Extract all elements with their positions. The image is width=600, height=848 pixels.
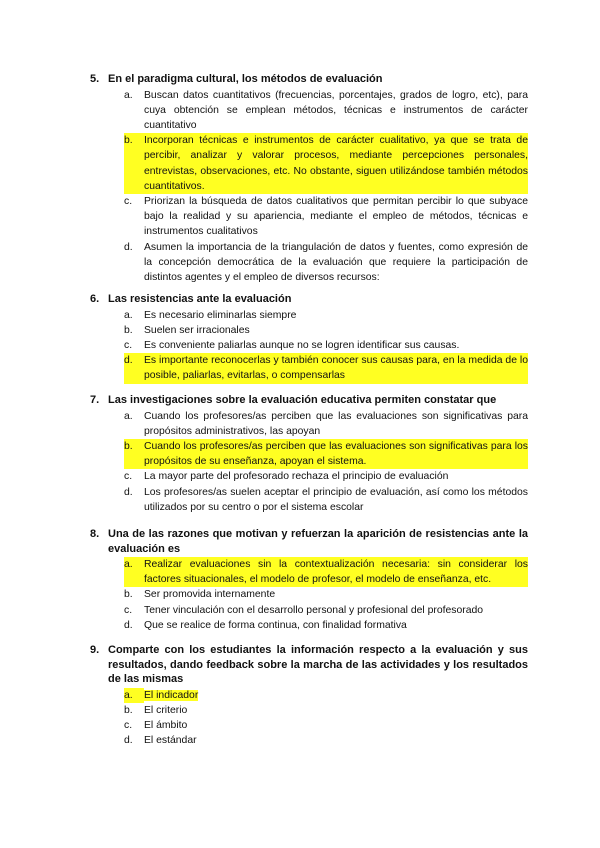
option-c	[124, 338, 528, 353]
option-a	[124, 308, 528, 323]
question-text: Una de las razones que motivan y refuerzan la aparición de resistencias ante la evaluación es	[108, 528, 528, 555]
option-d	[124, 733, 528, 748]
question-text: Las investigaciones sobre la evaluación educativa permiten constatar que	[108, 394, 497, 406]
option-text: Incorporan técnicas e instrumentos de carácter cualitativo, ya que se trata de percibir, analizar y valorar procesos, mediante percepciones personales, entrevistas, observaciones, etc. No obstante, siguen utilizándose también métodos cuantitativos.	[144, 133, 528, 194]
option-c	[124, 194, 528, 240]
question-text: Las resistencias ante la evaluación	[108, 293, 292, 305]
option-letter: c.	[124, 604, 133, 616]
option-text: El ámbito	[144, 719, 188, 731]
option-list	[124, 688, 528, 749]
option-d	[124, 618, 528, 633]
option-list	[124, 308, 528, 384]
question-number: 8.	[90, 528, 100, 540]
option-letter: c.	[124, 471, 133, 483]
option-text: Es necesario eliminarlas siempre	[144, 309, 297, 321]
question-6	[90, 292, 528, 384]
option-c	[124, 469, 528, 484]
option-b-highlighted	[124, 439, 528, 469]
question-title	[90, 643, 528, 687]
option-d-highlighted	[124, 353, 528, 383]
option-b	[124, 587, 528, 602]
option-text: Cuando los profesores/as perciben que las evaluaciones son significativas para los propósitos de su enseñanza, apoyan el sistema.	[144, 439, 528, 469]
option-list	[124, 409, 528, 515]
option-list	[124, 88, 528, 286]
option-text: Los profesores/as suelen aceptar el principio de evaluación, así como los métodos utilizados por su centro o por el sistema escolar	[144, 486, 528, 513]
question-title	[90, 527, 528, 556]
question-number: 9.	[90, 644, 100, 656]
option-text: Es importante reconocerlas y también conocer sus causas para, en la medida de lo posible, paliarlas, evitarlas, o compensarlas	[144, 353, 528, 383]
option-letter: a.	[124, 309, 133, 321]
option-text: El criterio	[144, 704, 188, 716]
option-letter: c.	[124, 719, 133, 731]
option-text: El estándar	[144, 735, 197, 747]
option-letter: c.	[124, 195, 133, 207]
option-letter: a.	[124, 688, 144, 703]
option-d	[124, 485, 528, 515]
option-a	[124, 409, 528, 439]
option-letter: b.	[124, 439, 144, 469]
question-title	[90, 292, 528, 307]
option-letter: c.	[124, 339, 133, 351]
option-text: Tener vinculación con el desarrollo personal y profesional del profesorado	[144, 604, 484, 616]
question-number: 6.	[90, 293, 100, 305]
question-number: 7.	[90, 394, 100, 406]
option-letter: d.	[124, 353, 144, 383]
option-c	[124, 603, 528, 618]
option-b	[124, 323, 528, 338]
option-text: Suelen ser irracionales	[144, 324, 250, 336]
option-text: Que se realice de forma continua, con finalidad formativa	[144, 619, 407, 631]
option-text: Buscan datos cuantitativos (frecuencias, porcentajes, grados de logro, etc), para cuya obtención se emplean métodos, técnicas e instrumentos de carácter cuantitativo	[144, 89, 528, 131]
option-text: Es conveniente paliarlas aunque no se logren identificar sus causas.	[144, 339, 460, 351]
question-title	[90, 72, 528, 87]
option-letter: b.	[124, 589, 133, 601]
option-letter: d.	[124, 735, 133, 747]
option-text: Priorizan la búsqueda de datos cualitativos que permitan percibir lo que subyace bajo la realidad y su apariencia, mediante el empleo de métodos, técnicas e instrumentos cualitativos	[144, 195, 528, 238]
question-text: En el paradigma cultural, los métodos de evaluación	[108, 73, 383, 85]
question-title	[90, 393, 528, 408]
option-a-highlighted	[124, 688, 528, 703]
option-d	[124, 240, 528, 286]
option-c	[124, 718, 528, 733]
option-text: La mayor parte del profesorado rechaza el principio de evaluación	[144, 471, 449, 483]
question-text: Comparte con los estudiantes la información respecto a la evaluación y sus resultados, dando feedback sobre la marcha de las actividades y los resultados de las mismas	[108, 644, 528, 685]
option-text: Ser promovida internamente	[144, 589, 276, 601]
option-letter: a.	[124, 89, 133, 101]
option-letter: a.	[124, 557, 144, 587]
option-b	[124, 703, 528, 718]
option-letter: b.	[124, 704, 133, 716]
question-8	[90, 527, 528, 633]
option-text: Asumen la importancia de la triangulación de datos y fuentes, como expresión de la concepción democrática de la evaluación que requiere la participación de distintos agentes y el empleo de diversos recursos:	[144, 241, 528, 283]
option-letter: d.	[124, 619, 133, 631]
option-text: Realizar evaluaciones sin la contextualización necesaria: sin considerar los factores situacionales, el modelo de profesor, el modelo de enseñanza, etc.	[144, 557, 528, 587]
option-text-wrap	[144, 688, 528, 703]
option-b-highlighted	[124, 133, 528, 194]
option-letter: d.	[124, 486, 133, 498]
option-text: El indicador	[144, 689, 199, 701]
option-a	[124, 88, 528, 134]
option-letter: b.	[124, 324, 133, 336]
option-a-highlighted	[124, 557, 528, 587]
option-text: Cuando los profesores/as perciben que las evaluaciones son significativas para propósitos administrativos, las apoyan	[144, 410, 528, 437]
question-7	[90, 393, 528, 515]
question-number: 5.	[90, 73, 100, 85]
option-list	[124, 557, 528, 633]
option-letter: d.	[124, 241, 133, 253]
option-letter: a.	[124, 410, 133, 422]
question-5	[90, 72, 528, 285]
question-9	[90, 643, 528, 748]
option-letter: b.	[124, 133, 144, 194]
